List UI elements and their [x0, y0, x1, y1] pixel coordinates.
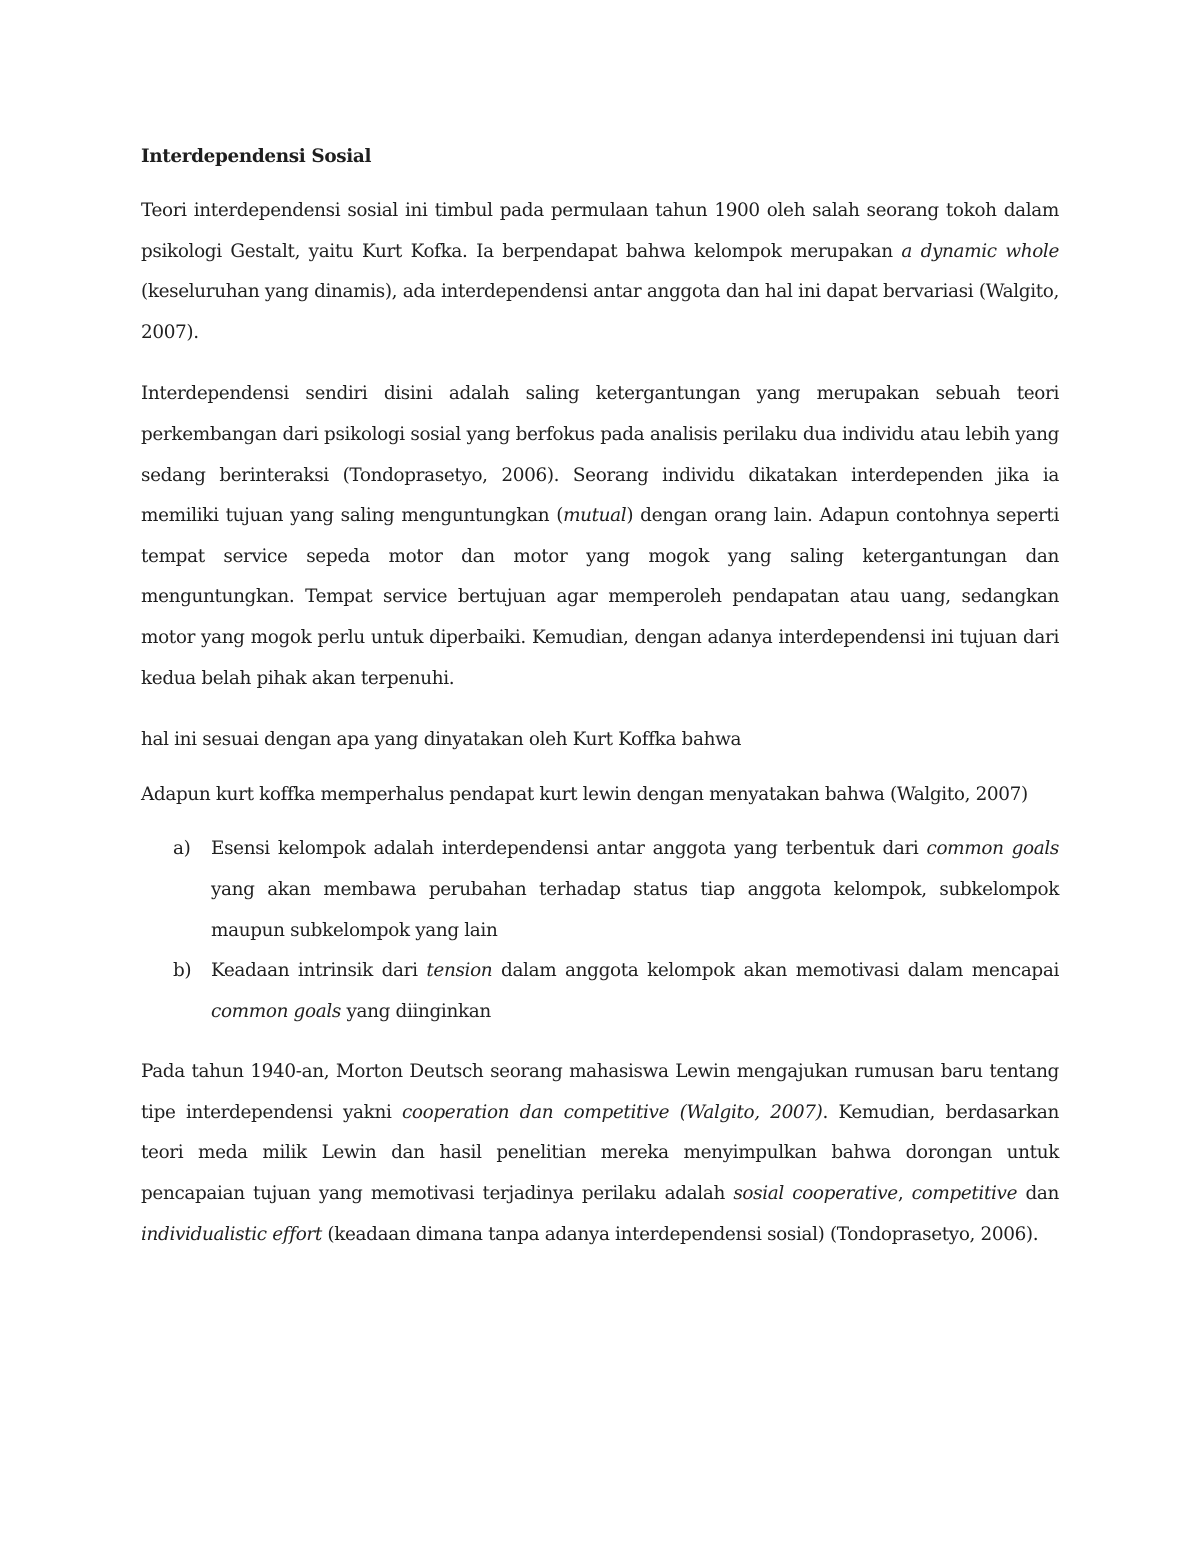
italic-run: competitive: [911, 1183, 1018, 1205]
text-run: ) dengan orang lain. Adapun contohnya seperti tempat service sepeda motor dan motor yang mogok yang saling ketergantungan dan menguntungkan. Tempat service bertujuan agar memperoleh pendapatan atau uang, sedangkan motor yang mogok perlu untuk diperbaiki. Kemudian, dengan adanya interdependensi ini tujuan dari kedua belah pihak akan terpenuhi.: [141, 505, 1060, 689]
italic-run: mutual: [563, 505, 627, 527]
list-marker: a): [173, 838, 191, 860]
paragraph-theory-origin: [141, 191, 1059, 353]
list-marker: b): [173, 960, 192, 982]
text-run: (keadaan dimana tanpa adanya interdependensi sosial) (Tondoprasetyo, 2006).: [321, 1223, 1039, 1245]
paragraph-koffka-statement: hal ini sesuai dengan apa yang dinyatakan oleh Kurt Koffka bahwa: [141, 729, 742, 751]
italic-run: individualistic effort: [141, 1223, 322, 1245]
italic-run: tension: [426, 960, 493, 982]
text-run: Interdependensi sendiri disini adalah saling ketergantungan yang merupakan sebuah teori perkembangan dari psikologi sosial yang berfokus pada analisis perilaku dua individu atau lebih yang sedang berinteraksi (Tondoprasetyo, 2006). Seorang individu dikatakan interdependen jika ia memiliki tujuan yang saling menguntungkan (: [141, 383, 1059, 527]
document-page: [141, 140, 1059, 1276]
text-run: Esensi kelompok adalah interdependensi antar anggota yang terbentuk dari: [211, 838, 927, 860]
document-title: Interdependensi Sosial: [141, 146, 372, 167]
list-item-b: [173, 951, 1059, 1032]
text-run: yang diinginkan: [340, 1000, 491, 1022]
text-run: dalam anggota kelompok akan memotivasi dalam mencapai: [492, 960, 1059, 982]
paragraph-interdependence-definition: [141, 374, 1059, 699]
italic-run: common goals: [926, 838, 1059, 860]
paragraph-deutsch: [141, 1052, 1059, 1255]
list-item-a: [173, 829, 1059, 951]
text-run: ,: [897, 1183, 912, 1205]
text-run: . Kemudian, berdasarkan teori meda milik Lewin dan hasil penelitian mereka menyimpulkan bahwa dorongan untuk pencapaian tujuan yang memotivasi terjadinya perilaku adalah: [141, 1101, 1059, 1205]
text-run: Pada tahun 1940-an, Morton Deutsch seorang mahasiswa Lewin mengajukan rumusan baru tentang tipe interdependensi yakni: [141, 1061, 1059, 1123]
koffka-points-list: [141, 829, 1059, 1032]
paragraph-koffka-refinement: Adapun kurt koffka memperhalus pendapat kurt lewin dengan menyatakan bahwa (Walgito, 2007): [141, 783, 1028, 805]
italic-run: cooperation dan competitive (Walgito, 2007): [401, 1101, 823, 1123]
text-run: (keseluruhan yang dinamis), ada interdependensi antar anggota dan hal ini dapat bervariasi (Walgito, 2007).: [141, 281, 1059, 343]
italic-run: sosial cooperative: [733, 1183, 898, 1205]
text-run: yang akan membawa perubahan terhadap status tiap anggota kelompok, subkelompok maupun subkelompok yang lain: [211, 878, 1059, 941]
text-run: Keadaan intrinsik dari: [211, 960, 427, 982]
text-run: dan: [1017, 1183, 1060, 1205]
italic-run: a dynamic whole: [901, 240, 1059, 262]
text-run: Teori interdependensi sosial ini timbul pada permulaan tahun 1900 oleh salah seorang tokoh dalam psikologi Gestalt, yaitu Kurt Kofka. Ia berpendapat bahwa kelompok merupakan: [141, 200, 1059, 262]
italic-run: common goals: [211, 1000, 341, 1022]
